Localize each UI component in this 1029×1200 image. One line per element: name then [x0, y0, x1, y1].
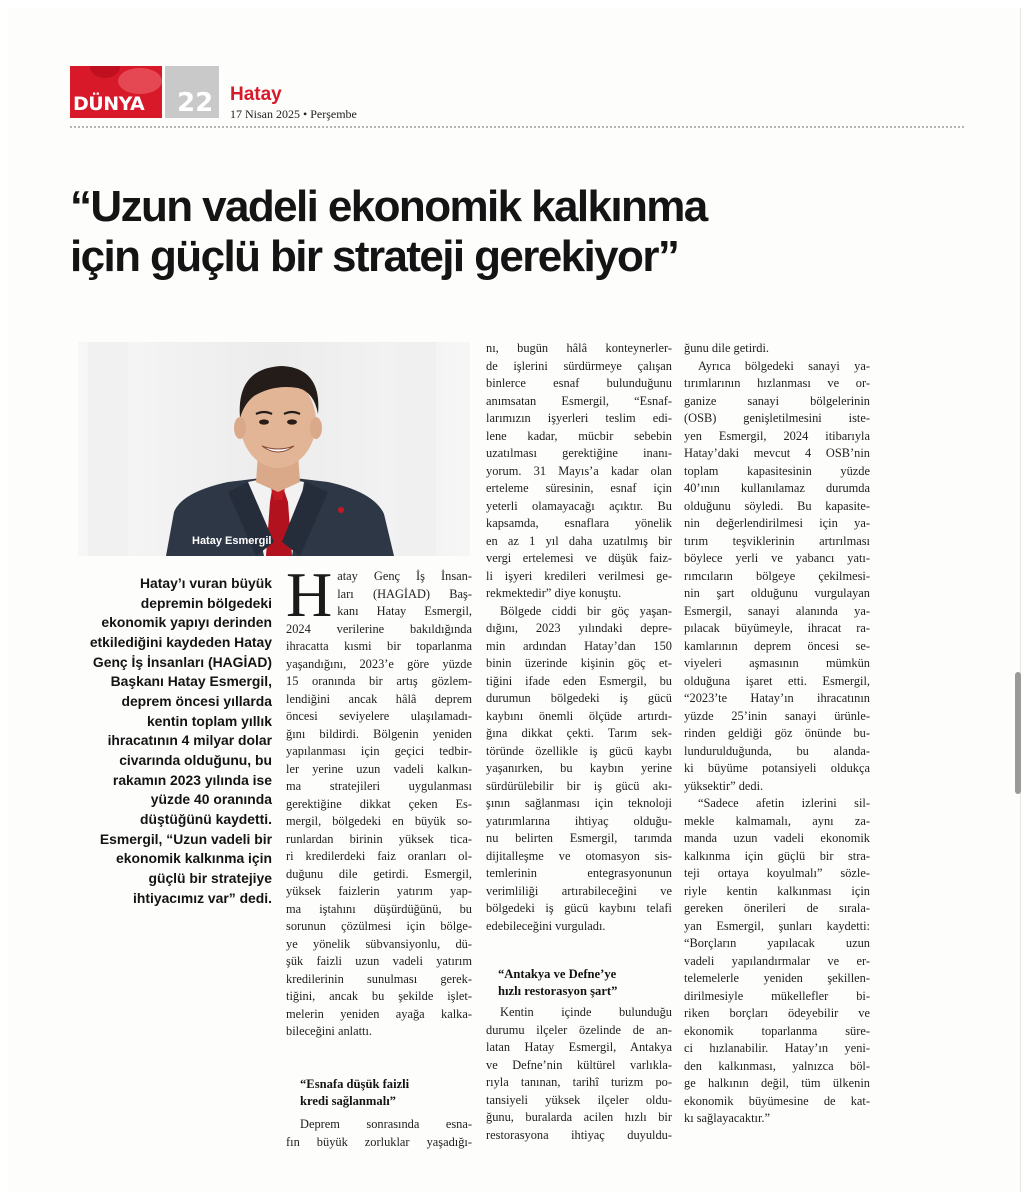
text-line: “Borçların yapılacak uzun — [684, 936, 870, 950]
text-line: lundurulduğunda, bu alanda- — [684, 743, 870, 758]
page-number-box — [165, 66, 219, 118]
text-line: nı, bugün hâlâ konteynerler- — [486, 341, 672, 355]
text-line: ğını bildirdi. Bölgenin yeniden — [286, 726, 472, 741]
text-line: ye yönelik sübvansiyonlu, dü- — [286, 936, 472, 951]
text-line: teji ortaya koyulmalı” sözle- — [684, 866, 870, 880]
text-line: ci hızlanabilir. Hatay’ın yeni- — [684, 1041, 870, 1055]
subheading-line: “Esnafa düşük faizli — [300, 1077, 410, 1091]
logo-text: DÜNYA — [73, 93, 145, 115]
text-line: kredilerinin sunulması gerek- — [286, 971, 472, 986]
text-line: kaybını önemli ölçüde artırdı- — [486, 708, 672, 723]
drop-cap: H — [286, 559, 333, 630]
text-line: ganize sanayi bölgelerinin — [684, 393, 870, 408]
text-line: ri kredilerdeki faiz oranları ol- — [286, 849, 472, 863]
text-line: fın büyük zorluklar yaşadığı- — [286, 1134, 472, 1149]
text-line: ekonomik büyümesine de kat- — [684, 1093, 870, 1108]
text-line: gereken önerileri de sırala- — [684, 901, 870, 915]
text-line: dijitalleşme ve otomasyon sis- — [486, 848, 672, 863]
headline — [70, 182, 970, 282]
text-line: “Sadece afetin izlerini sil- — [698, 796, 870, 810]
text-line: 2024 verilerine bakıldığında — [286, 621, 472, 636]
text-line: bileceğini anlattı. — [286, 1024, 373, 1038]
text-line: rinden geldiği göz önünde bu- — [684, 726, 870, 740]
text-line: runlardan birinin yüksek tica- — [286, 831, 472, 846]
text-line: şük faizli uzun vadeli yatırım — [286, 954, 472, 968]
logo-blob — [90, 66, 120, 78]
text-line: vadeli yapılandırmalar ve er- — [684, 953, 870, 968]
text-line: tırım teşviklerinin artırılması — [684, 533, 870, 548]
text-line: olduğuna işaret etti. Esmergil, — [684, 673, 870, 688]
text-line: erteleme süresinin, esnaf için — [486, 481, 672, 495]
text-line: nu belirten Esmergil, tarımda — [486, 831, 672, 845]
text-line: tiğini, ancak bu şekilde işlet- — [286, 989, 472, 1003]
text-line: ğunu, buralarda acilen hızlı bir — [486, 1110, 672, 1124]
text-line: viyeleri aşmasının mümkün — [684, 656, 870, 670]
article-column-2-continued — [486, 1004, 672, 1144]
text-line: ekonomik toparlanma süre- — [684, 1023, 870, 1038]
text-line: ler yerine uzun vadeli kalkın- — [286, 761, 472, 776]
text-line: vergi ertelemesi ve düşük faiz- — [486, 551, 672, 565]
text-line: toplam kapasitesinin yüzde — [684, 463, 870, 478]
text-line: riken borçları ödeyebilir ve — [684, 1006, 870, 1020]
article-column-2 — [486, 340, 672, 935]
text-line: rıyla tanınan, tarihî turizm po- — [486, 1075, 672, 1089]
subheading-line: “Antakya ve Defne’ye — [498, 967, 617, 981]
text-line: rımcıların bölgeye çekilmesi- — [684, 568, 870, 583]
text-line: yan Esmergil, şunları kaydetti: — [684, 918, 870, 933]
header-divider — [70, 126, 964, 128]
text-line: kı sağlayacaktır.” — [684, 1111, 771, 1125]
text-line: ğına dikkat çekti. Tarım sek- — [486, 726, 672, 740]
subheading-1 — [300, 1076, 470, 1110]
text-line: den kalkınması, yalnızca böl- — [684, 1058, 870, 1073]
text-line: duğunu dile getirdi. Esmergil, — [286, 866, 472, 881]
text-line: durumun bölgedeki iş gücü — [486, 691, 672, 705]
newspaper-page — [8, 8, 1021, 1192]
logo-blob — [118, 68, 162, 94]
text-line: olduğunu söyledi. Bu kapasite- — [684, 498, 870, 513]
text-line: tansiyeli yüksek ilçeler oldu- — [486, 1092, 672, 1107]
text-line: ge halkının değil, tüm ülkenin — [684, 1076, 870, 1090]
portrait-photo — [78, 342, 470, 556]
text-line: 15 oranında bir artış gözlem- — [286, 674, 472, 688]
text-line: yen Esmergil, 2024 itibarıyla — [684, 428, 870, 443]
text-line: sürdürülebilir bir iş gücü akı- — [486, 778, 672, 793]
text-line: riyle kentin kalkınması için — [684, 883, 870, 898]
text-line: larımızın işyerleri teslim edi- — [486, 411, 672, 425]
text-line: bölgedeki iş gücü kaybını telafi — [486, 901, 672, 915]
page-number: 22 — [177, 88, 214, 118]
headline-line: için güçlü bir strateji gerekiyor” — [70, 232, 679, 281]
text-line: restorasyona ihtiyaç duyuldu- — [486, 1127, 672, 1142]
text-line: en az 1 yıl daha uzatılmış bir — [486, 533, 672, 548]
text-line: lendiğini ancak hâlâ deprem — [286, 691, 472, 706]
text-line: telemelerle yeniden şekillen- — [684, 971, 870, 985]
text-line: pılacak büyümeyle, ihracat ra- — [684, 621, 870, 635]
text-line: kamlarının deprem öncesi se- — [684, 638, 870, 653]
text-line: Deprem sonrasında esna- — [300, 1117, 472, 1131]
text-line: kalkınma için güçlü bir stra- — [684, 848, 870, 863]
text-line: latan Hatay Esmergil, Antakya — [486, 1040, 672, 1054]
text-line: böylece yerli ve yabancı yatı- — [684, 551, 870, 565]
publication-date: 17 Nisan 2025 • Perşembe — [230, 107, 357, 121]
text-line: mergil, bölgedeki en büyük so- — [286, 814, 472, 828]
scrollbar-thumb[interactable] — [1015, 672, 1021, 794]
text-line: ğunu dile getirdi. — [684, 341, 769, 355]
text-line: yaşanırken, bu kaybın yerine — [486, 761, 672, 775]
text-line: melerin yeniden ayağa kalka- — [286, 1006, 472, 1021]
text-line: nin şart olduğunu vurgulayan — [684, 586, 870, 600]
section-title: Hatay — [230, 84, 282, 105]
text-line: yüksektir” dedi. — [684, 778, 764, 793]
article-column-1-continued — [286, 1116, 472, 1151]
text-line: temlerinin entegrasyonunun — [486, 866, 672, 880]
dunya-logo — [70, 66, 162, 118]
text-line: durumu ilçeler özelinde de an- — [486, 1022, 672, 1037]
text-line: Hatay’daki mevcut 4 OSB’nin — [684, 446, 870, 460]
text-line: 40’ının kullanılamaz durumda — [684, 481, 870, 495]
photo-caption: Hatay Esmergil — [192, 535, 272, 547]
subheading-2 — [498, 966, 668, 1000]
text-line: ki büyüme potansiyeli oldukça — [684, 761, 870, 775]
text-line: yüksek faizlerin yatırım yap- — [286, 884, 472, 898]
text-line: de işlerini sürdürmeye çalışan — [486, 358, 672, 373]
text-line: yatırımlarına ihtiyaç olduğu- — [486, 813, 672, 828]
text-line: ları (HAGİAD) Baş- — [337, 586, 472, 601]
text-line: öncesi seviyelere ulaşılamadı- — [286, 709, 472, 723]
text-line: dığını, 2023 yılındaki depre- — [486, 621, 672, 635]
text-line: Kentin içinde bulunduğu — [500, 1005, 672, 1019]
text-line: töründe özellikle iş gücü kaybı — [486, 743, 672, 758]
text-line: yorum. 31 Mayıs’a kadar olan — [486, 463, 672, 478]
text-line: sorunun çözülmesi için bölge- — [286, 919, 472, 933]
text-line: Ayrıca bölgedeki sanayi ya- — [698, 358, 870, 373]
article-column-1 — [286, 559, 472, 1041]
text-line: atay Genç İş İnsan- — [337, 569, 472, 583]
text-line: ma iştahını düşürdüğünü, bu — [286, 901, 472, 916]
text-line: lene kadar, mücbir sebebin — [486, 428, 672, 443]
headline-line: “Uzun vadeli ekonomik kalkınma — [70, 182, 707, 231]
text-line: Esmergil, sanayi alanında ya- — [684, 603, 870, 618]
subheading-line: hızlı restorasyon şart” — [498, 984, 618, 998]
portrait-illustration — [78, 342, 470, 556]
text-line: tırımlarının hızlanması ve or- — [684, 376, 870, 390]
text-line: şının sağlanması için teknoloji — [486, 796, 672, 810]
text-line: manda uzun vadeli ekonomik — [684, 831, 870, 845]
subheading-line: kredi sağlanmalı” — [300, 1094, 396, 1108]
text-line: ihracatta kısmi bir toparlanma — [286, 639, 472, 653]
text-line: binlerce esnaf bulunduğunu — [486, 376, 672, 390]
article-intro: Hatay’ı vuran büyük depremin bölgedeki ekonomik yapıyı derinden etkilediğini kaydeden Hatay Genç İş İnsanları (HAGİAD) Başkanı Hatay Esmergil, deprem öncesi yıllarda kentin toplam yıllık ihracatının 4 milyar dolar civarında olduğunu, bu rakamın 2023 yılında ise yüzde 40 oranında düştüğünü kaydetti. Esmergil, “Uzun vadeli bir ekonomik kalkınma için güçlü bir stratejiye ihtiyacımız var” dedi. — [89, 575, 272, 906]
text-line: yaşandığını, 2023’e göre yüzde — [286, 656, 472, 671]
text-line: ma stratejileri uygulanması — [286, 779, 472, 793]
text-line: kanı Hatay Esmergil, — [337, 604, 472, 618]
text-line: gerektiğine dikkat çeken Es- — [286, 796, 472, 811]
text-line: “2023’te Hatay’ın ihracatının — [684, 691, 870, 705]
text-line: nin değerlendirilmesi için ya- — [684, 516, 870, 530]
text-line: anımsatan Esmergil, “Esnaf- — [486, 393, 672, 408]
article-column-3 — [684, 340, 870, 1128]
text-line: rekmektedir” diye konuştu. — [486, 586, 622, 600]
text-line: yüzde 25’inin sanayi ürünle- — [684, 708, 870, 723]
text-line: binin üzerinde kişinin göç et- — [486, 656, 672, 670]
text-line: edebileceğini vurguladı. — [486, 918, 606, 933]
text-line: mekle kalmamalı, aynı za- — [684, 813, 870, 828]
text-line: tiğini ifade eden Esmergil, bu — [486, 673, 672, 688]
text-line: yeterli olamayacağı açıktır. Bu — [486, 498, 672, 513]
text-line: ve Defne’nin kültürel varlıkla- — [486, 1057, 672, 1072]
text-line: dirilmesiyle mükellefler bi- — [684, 988, 870, 1003]
text-line: yapılanması için geçici tedbir- — [286, 744, 472, 758]
text-line: min ardından Hatay’dan 150 — [486, 638, 672, 653]
text-line: uzatılması gerektiğine inanı- — [486, 446, 672, 460]
text-line: Bölgede ciddi bir göç yaşan- — [500, 603, 672, 618]
text-line: kapsamda, esnaflara yönelik — [486, 516, 672, 530]
text-line: li işyeri kredileri verilmesi ge- — [486, 568, 672, 583]
text-line: verimliliği artırabileceğini ve — [486, 883, 672, 898]
text-line: (OSB) genişletilmesini iste- — [684, 411, 870, 425]
